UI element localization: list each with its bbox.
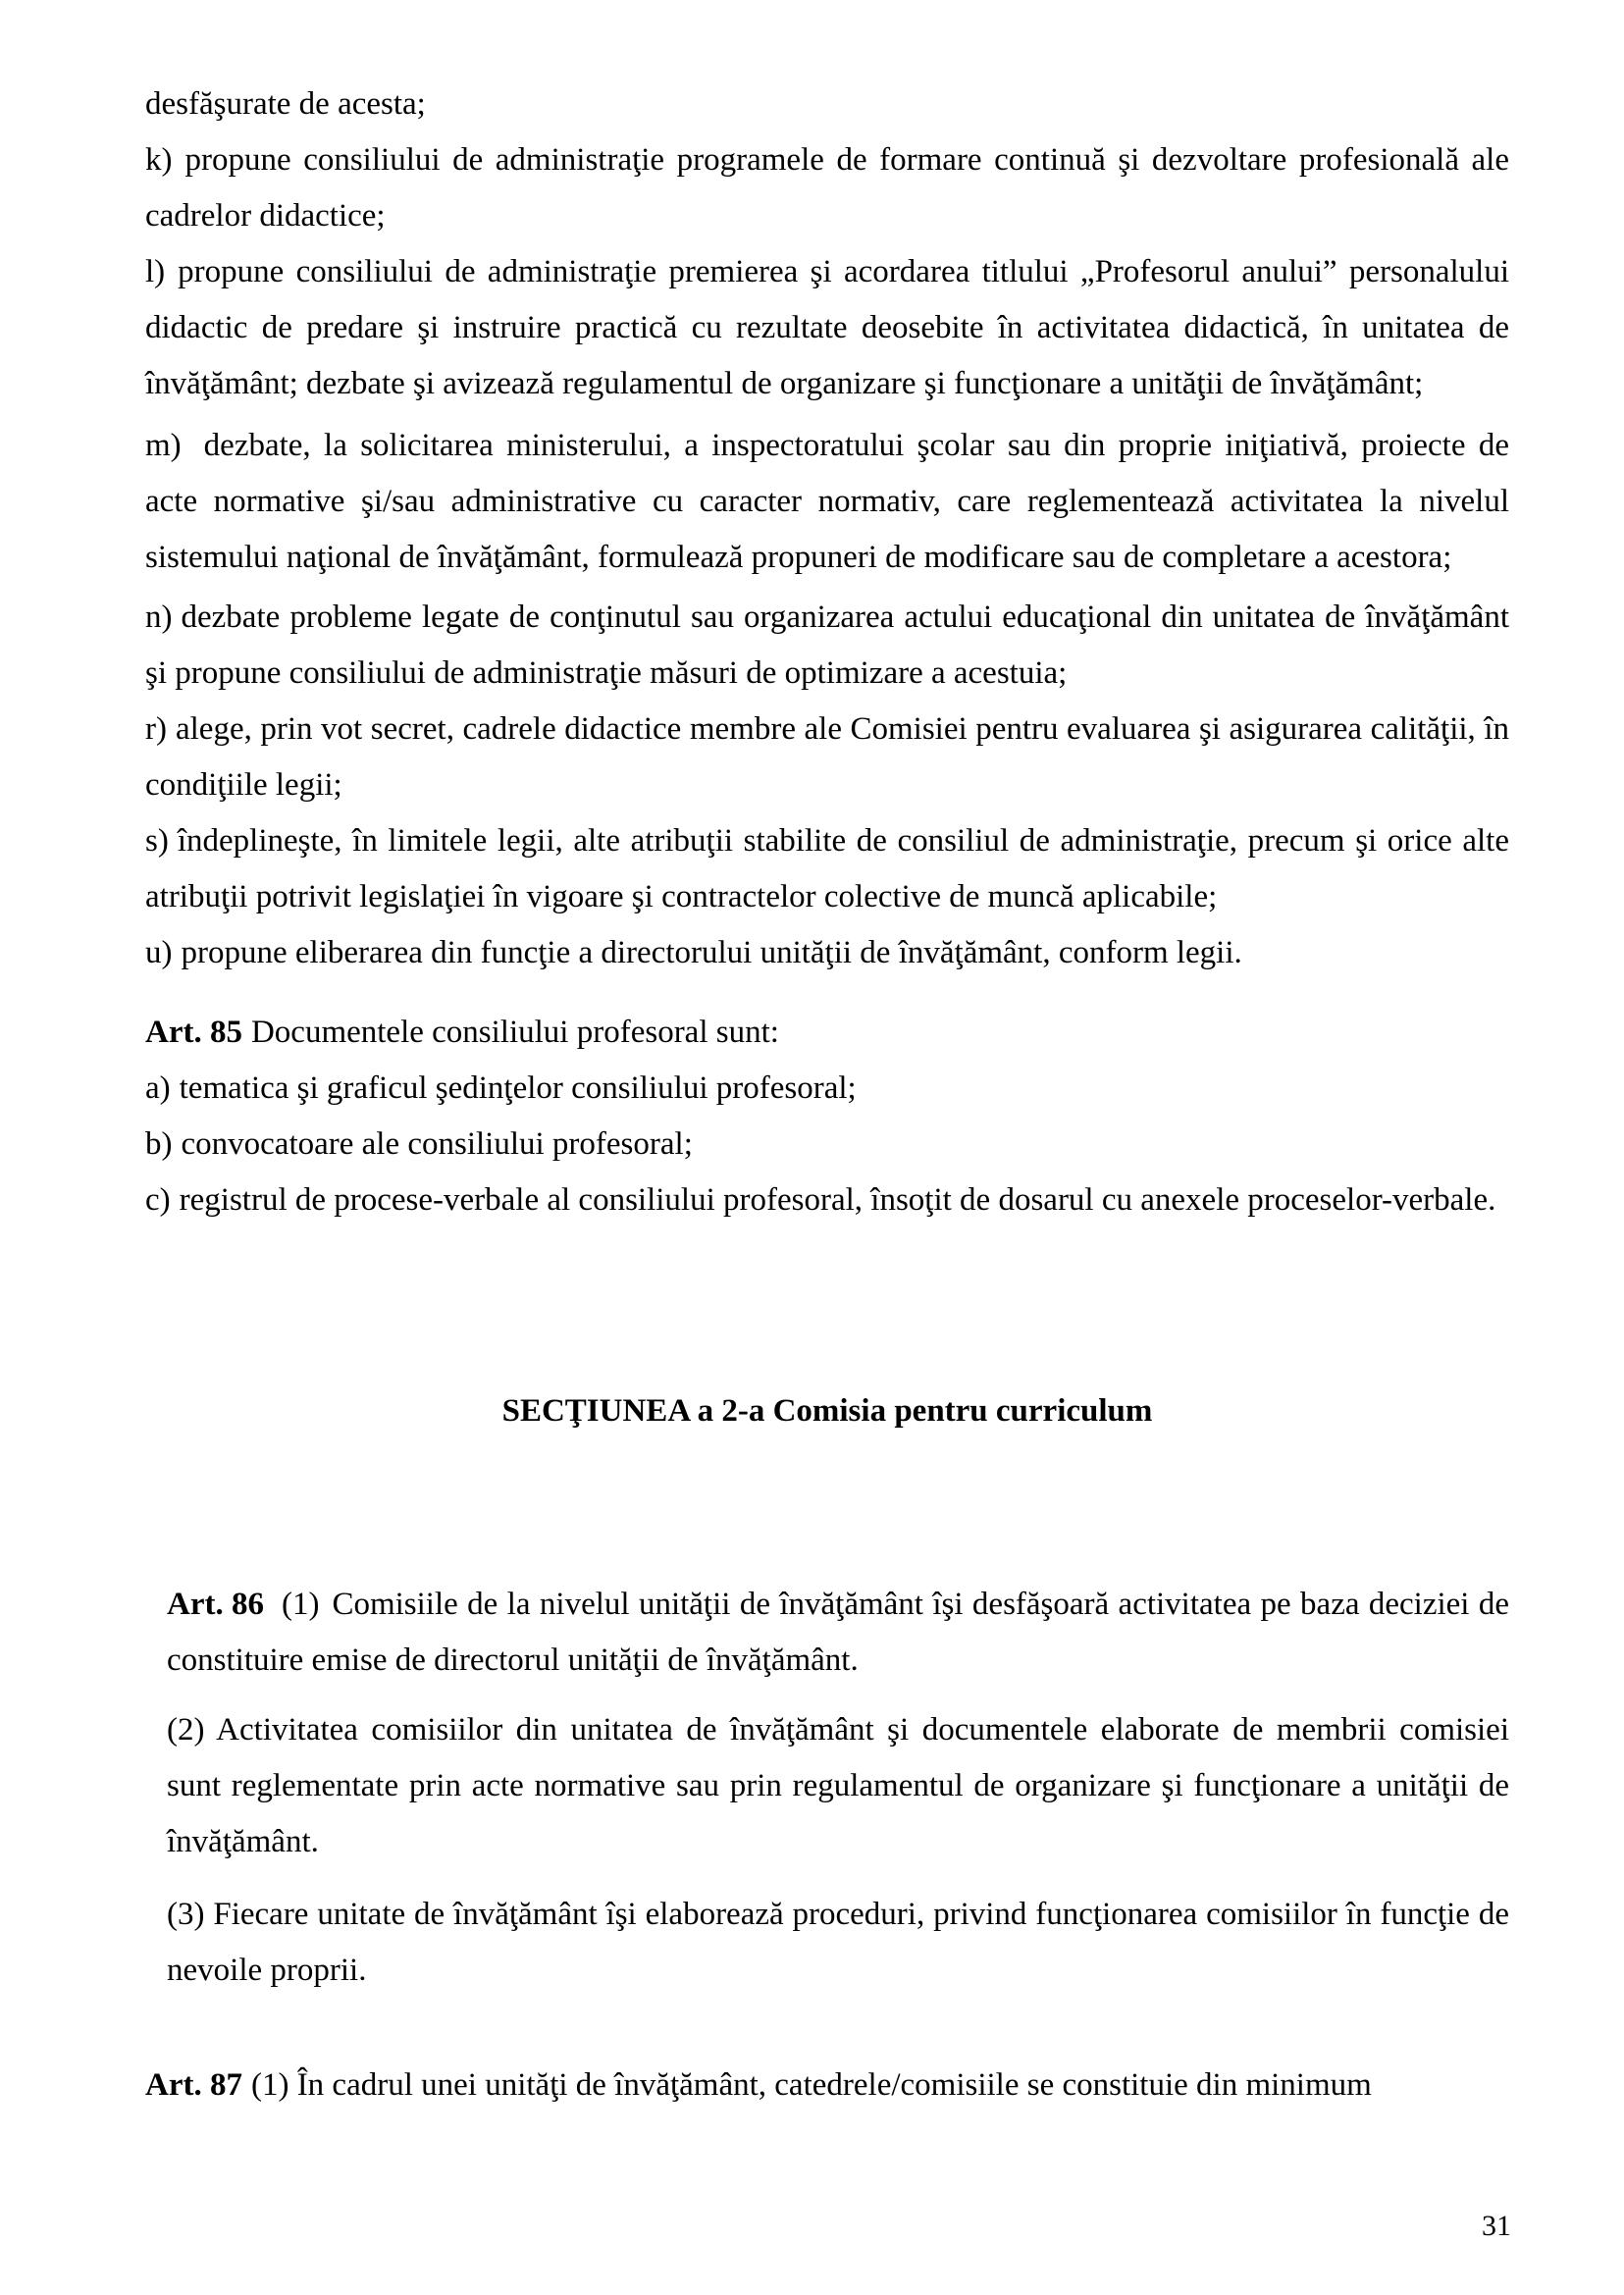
paragraph-r: [145, 702, 1509, 813]
item-label: l): [145, 254, 166, 289]
paragraph-continuation: desfăşurate de acesta;: [145, 86, 426, 122]
paragraph-l: [145, 244, 1509, 412]
section-heading: SECŢIUNEA a 2-a Comisia pentru curriculum: [501, 1393, 1153, 1429]
item-text: dezbate probleme legate de conţinutul sau organizarea actului educaţional din unitatea de învăţământ şi propune consiliului de administraţie măsuri de optimizare a acestuia;: [145, 600, 1509, 691]
item-text: alege, prin vot secret, cadrele didactice membre ale Comisiei pentru evaluarea şi asigurarea calităţii, în condiţiile legii;: [145, 711, 1509, 803]
article-text: (1) În cadrul unei unităţi de învăţământ, catedrele/comisiile se constituie din minimum: [250, 2067, 1372, 2103]
paragraph-n: [145, 590, 1509, 702]
item-label: a): [145, 1070, 171, 1106]
paragraph-art87: [145, 2058, 1509, 2113]
item-label: s): [145, 823, 169, 859]
item-label: c): [145, 1182, 171, 1218]
paragraph-u: [145, 925, 1509, 981]
paragraph-art85-b: [145, 1117, 1509, 1173]
article-number: Art. 85: [145, 1015, 242, 1050]
item-text: propune consiliului de administraţie programele de formare continuă şi dezvoltare profesională ale cadrelor didactice;: [145, 142, 1509, 234]
item-label: n): [145, 600, 173, 635]
item-text: dezbate, la solicitarea ministerului, a inspectoratului şcolar sau din proprie iniţiativă, proiecte de acte normative şi/sau administrative cu caracter normativ, care reglementează activitatea la nivelul sistemului naţional de învăţământ, formulează propuneri de modificare sau de completare a acestora;: [145, 428, 1509, 575]
article-number: Art. 86: [167, 1587, 264, 1622]
article-number: Art. 87: [145, 2067, 242, 2103]
paragraph-art85-a: [145, 1061, 1509, 1117]
clause-marker: (1): [281, 1587, 320, 1622]
paragraph-art86-1: [167, 1577, 1509, 1689]
item-label: r): [145, 711, 167, 747]
paragraph-art86-2: (2) Activitatea comisiilor din unitatea de învăţământ şi documentele elaborate de membrii comisiei sunt reglementate prin acte normative sau prin regulamentul de organizare şi funcţionare a unităţii de învăţământ.: [167, 1712, 1509, 1859]
item-text: convocatoare ale consiliului profesoral;: [181, 1126, 693, 1162]
item-text: tematica şi graficul şedinţelor consiliului profesoral;: [179, 1070, 857, 1106]
item-text: propune eliberarea din funcţie a directorului unităţii de învăţământ, conform legii.: [181, 935, 1242, 970]
paragraph-s: [145, 813, 1509, 925]
item-text: registrul de procese-verbale al consiliului profesoral, însoţit de dosarul cu anexele proceselor-verbale.: [179, 1182, 1496, 1218]
item-text: propune consiliului de administraţie premierea şi acordarea titlului „Profesorul anului” personalului didactic de predare şi instruire practică cu rezultate deosebite în activitatea didactică, în unitatea de învăţământ; dezbate şi avizează regulamentul de organizare şi funcţionare a unităţii de învăţământ;: [145, 254, 1509, 401]
paragraph-art86-3: (3) Fiecare unitate de învăţământ îşi elaborează proceduri, privind funcţionarea comisiilor în funcţie de nevoile proprii.: [167, 1897, 1509, 1988]
paragraph-k: [145, 132, 1509, 244]
paragraph-art85-c: [145, 1173, 1509, 1228]
item-label: u): [145, 935, 173, 970]
item-label: k): [145, 142, 173, 178]
article-text: Documentele consiliului profesoral sunt:: [250, 1015, 779, 1050]
page-number: 31: [1482, 2210, 1511, 2242]
item-text: îndeplineşte, în limitele legii, alte atribuţii stabilite de consiliul de administraţie, precum şi orice alte atribuţii potrivit legislaţiei în vigoare şi contractelor colective de muncă aplicabile;: [145, 823, 1509, 914]
item-label: b): [145, 1126, 173, 1162]
paragraph-m: [145, 418, 1509, 586]
clause-text: Comisiile de la nivelul unităţii de învăţământ îşi desfăşoară activitatea pe baza deciziei de constituire emise de directorul unităţii de învăţământ.: [167, 1587, 1509, 1678]
paragraph-art85: [145, 1005, 1509, 1061]
item-label: m): [145, 428, 182, 463]
